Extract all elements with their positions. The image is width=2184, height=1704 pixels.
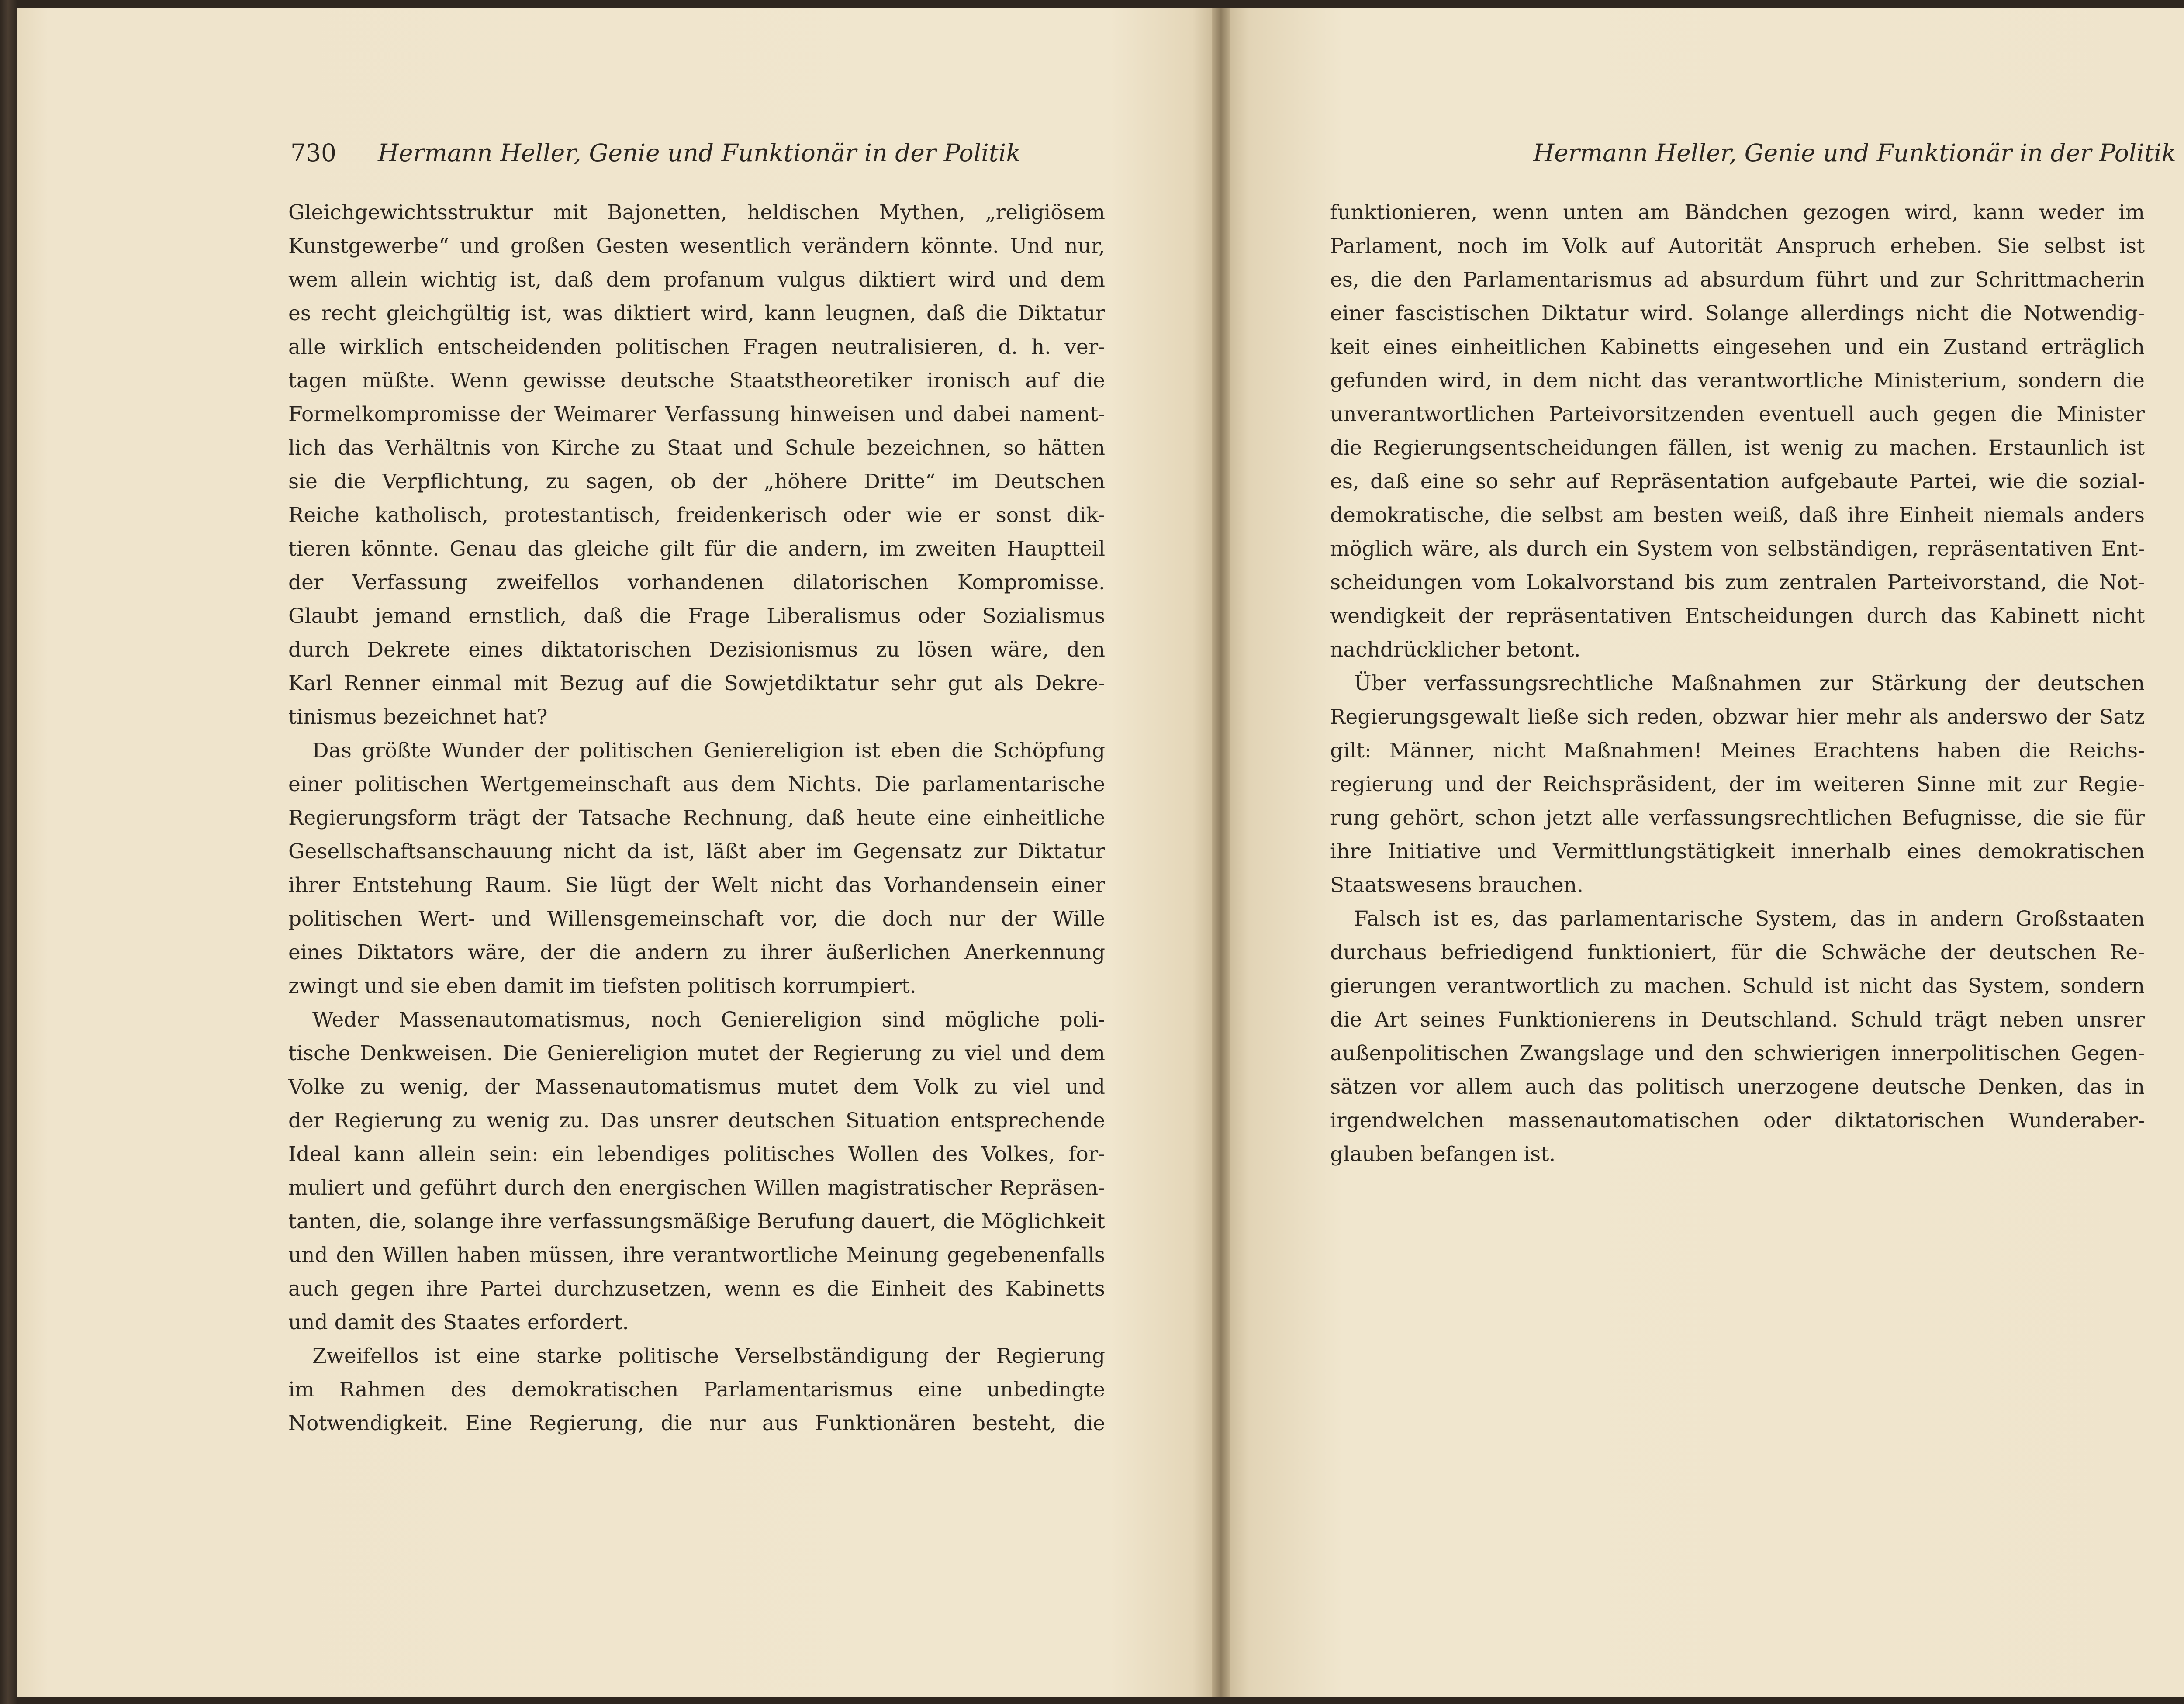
text-line: tanten, die, solange ihre verfassungsmäßige Berufung dauert, die Möglichkeit [288,1210,1105,1234]
text-line: die Art seines Funktionierens in Deutschland. Schuld trägt neben unsrer [1330,1008,2145,1032]
text-line: Zweifellos ist eine starke politische Verselbständigung der Regierung [312,1344,1105,1368]
text-line: gilt: Männer, nicht Maßnahmen! Meines Erachtens haben die Reichs- [1330,739,2145,763]
left-page [17,8,1212,1697]
text-line: gierungen verantwortlich zu machen. Schuld ist nicht das System, sondern [1330,974,2145,998]
text-line: Volke zu wenig, der Massenautomatismus mutet dem Volk zu viel und [288,1075,1105,1099]
right-running-title: Hermann Heller, Genie und Funktionär in der Politik [1533,139,2177,167]
text-line: durchaus befriedigend funktioniert, für die Schwäche der deutschen Re- [1330,940,2145,964]
left-page-number: 730 [290,139,336,167]
text-line: sätzen vor allem auch das politisch unerzogene deutsche Denken, das in [1330,1075,2145,1099]
left-page-text [288,196,1105,1440]
right-running-header [1533,139,2184,167]
text-line: Reiche katholisch, protestantisch, freidenkerisch oder wie er sonst dik- [288,503,1105,527]
text-line: Kunstgewerbe“ und großen Gesten wesentlich verändern könnte. Und nur, [288,234,1105,258]
text-line: im Rahmen des demokratischen Parlamentarismus eine unbedingte [288,1378,1105,1402]
text-line: keit eines einheitlichen Kabinetts eingesehen und ein Zustand erträglich [1330,335,2145,359]
text-line: tinismus bezeichnet hat? [288,705,548,729]
text-line: rung gehört, schon jetzt alle verfassungsrechtlichen Befugnisse, die sie für [1330,806,2145,830]
text-line: durch Dekrete eines diktatorischen Dezisionismus zu lösen wäre, den [288,638,1105,662]
text-line: muliert und geführt durch den energischen Willen magistratischer Repräsen- [288,1176,1105,1200]
text-line: Regierungsgewalt ließe sich reden, obzwar hier mehr als anderswo der Satz [1330,705,2145,729]
text-line: Über verfassungsrechtliche Maßnahmen zur Stärkung der deutschen [1354,671,2145,695]
text-line: Parlament, noch im Volk auf Autorität Anspruch erheben. Sie selbst ist [1330,234,2145,258]
text-line: Karl Renner einmal mit Bezug auf die Sowjetdiktatur sehr gut als Dekre- [288,671,1105,695]
text-line: scheidungen vom Lokalvorstand bis zum zentralen Parteivorstand, die Not- [1330,570,2145,594]
right-page-text [1330,196,2145,1171]
text-line: alle wirklich entscheidenden politischen Fragen neutralisieren, d. h. ver- [288,335,1105,359]
text-line: irgendwelchen massenautomatischen oder diktatorischen Wunderaber- [1330,1109,2145,1133]
text-line: Gleichgewichtsstruktur mit Bajonetten, heldischen Mythen, „religiösem [288,200,1105,225]
text-line: die Regierungsentscheidungen fällen, ist wenig zu machen. Erstaunlich ist [1330,436,2145,460]
left-running-header [290,139,1021,167]
text-line: außenpolitischen Zwangslage und den schwierigen innerpolitischen Gegen- [1330,1041,2145,1065]
text-line: Glaubt jemand ernstlich, daß die Frage Liberalismus oder Sozialismus [288,604,1105,628]
text-line: Gesellschaftsanschauung nicht da ist, läßt aber im Gegensatz zur Diktatur [288,840,1105,864]
text-line: und den Willen haben müssen, ihre verantwortliche Meinung gegebenenfalls [288,1243,1105,1267]
text-line: regierung und der Reichspräsident, der im weiteren Sinne mit zur Regie- [1330,772,2145,796]
text-line: Weder Massenautomatismus, noch Geniereligion sind mögliche poli- [312,1008,1105,1032]
text-line: Formelkompromisse der Weimarer Verfassung hinweisen und dabei nament- [288,402,1105,426]
text-line: auch gegen ihre Partei durchzusetzen, wenn es die Einheit des Kabinetts [288,1277,1105,1301]
text-line: wendigkeit der repräsentativen Entscheidungen durch das Kabinett nicht [1330,604,2145,628]
text-line: ihrer Entstehung Raum. Sie lügt der Welt nicht das Vorhandensein einer [288,873,1105,897]
text-line: Ideal kann allein sein: ein lebendiges politisches Wollen des Volkes, for- [288,1142,1105,1166]
text-line: politischen Wert- und Willensgemeinschaft vor, die doch nur der Wille [288,907,1105,931]
text-line: lich das Verhältnis von Kirche zu Staat und Schule bezeichnen, so hätten [288,436,1105,460]
text-line: der Verfassung zweifellos vorhandenen dilatorischen Kompromisse. [288,570,1105,594]
text-line: Staatswesens brauchen. [1330,873,1583,897]
text-line: tieren könnte. Genau das gleiche gilt für die andern, im zweiten Hauptteil [288,537,1105,561]
text-line: unverantwortlichen Parteivorsitzenden eventuell auch gegen die Minister [1330,402,2145,426]
text-line: glauben befangen ist. [1330,1142,1556,1166]
text-line: tagen müßte. Wenn gewisse deutsche Staatstheoretiker ironisch auf die [288,369,1105,393]
text-line: sie die Verpflichtung, zu sagen, ob der „höhere Dritte“ im Deutschen [288,470,1105,494]
text-line: möglich wäre, als durch ein System von selbständigen, repräsentativen Ent- [1330,537,2145,561]
text-line: einer fascistischen Diktatur wird. Solange allerdings nicht die Notwendig- [1330,301,2145,325]
text-line: und damit des Staates erfordert. [288,1310,629,1334]
right-page [1230,8,2184,1697]
text-line: der Regierung zu wenig zu. Das unsrer deutschen Situation entsprechende [288,1109,1105,1133]
text-line: demokratische, die selbst am besten weiß, daß ihre Einheit niemals anders [1330,503,2145,527]
text-line: Notwendigkeit. Eine Regierung, die nur aus Funktionären besteht, die [288,1411,1105,1435]
text-line: funktionieren, wenn unten am Bändchen gezogen wird, kann weder im [1330,200,2145,225]
text-line: es, die den Parlamentarismus ad absurdum führt und zur Schrittmacherin [1330,268,2145,292]
left-running-title: Hermann Heller, Genie und Funktionär in der Politik [377,139,1021,167]
text-line: Falsch ist es, das parlamentarische System, das in andern Großstaaten [1354,907,2145,931]
text-line: Das größte Wunder der politischen Geniereligion ist eben die Schöpfung [312,739,1105,763]
text-line: Regierungsform trägt der Tatsache Rechnung, daß heute eine einheitliche [288,806,1105,830]
text-line: es recht gleichgültig ist, was diktiert wird, kann leugnen, daß die Diktatur [288,301,1105,325]
text-line: gefunden wird, in dem nicht das verantwortliche Ministerium, sondern die [1330,369,2145,393]
text-line: eines Diktators wäre, der die andern zu ihrer äußerlichen Anerkennung [288,940,1105,964]
text-line: tische Denkweisen. Die Geniereligion mutet der Regierung zu viel und dem [288,1041,1105,1065]
book-gutter [1212,8,1230,1697]
text-line: nachdrücklicher betont. [1330,638,1581,662]
text-line: wem allein wichtig ist, daß dem profanum vulgus diktiert wird und dem [288,268,1105,292]
text-line: zwingt und sie eben damit im tiefsten politisch korrumpiert. [288,974,916,998]
text-line: es, daß eine so sehr auf Repräsentation aufgebaute Partei, wie die sozial- [1330,470,2145,494]
text-line: ihre Initiative und Vermittlungstätigkeit innerhalb eines demokratischen [1330,840,2145,864]
text-line: einer politischen Wertgemeinschaft aus dem Nichts. Die parlamentarische [288,772,1105,796]
